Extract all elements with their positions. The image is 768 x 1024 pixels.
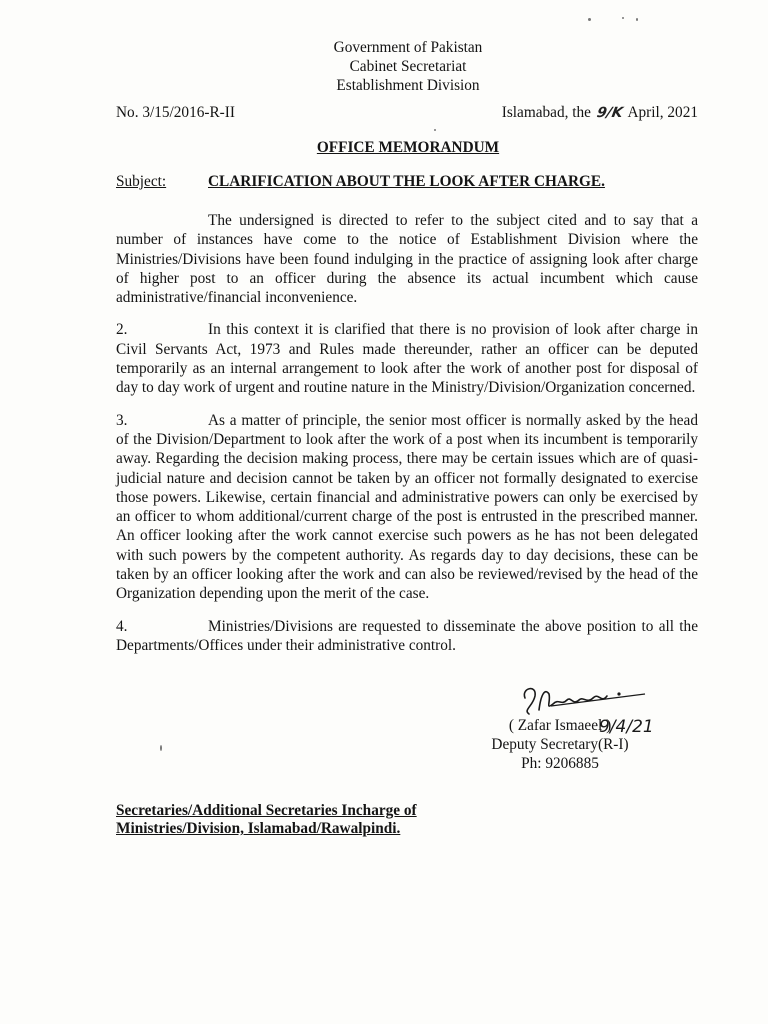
paragraph-1 (116, 211, 698, 307)
letterhead-secretariat: Cabinet Secretariat (349, 58, 467, 75)
paragraph-2-number: 2. (116, 321, 128, 339)
scan-speck (160, 745, 162, 751)
paragraph-1-text: The undersigned is directed to refer to the subject cited and to say that a number of instances have come to the notice of Establishment Division where the Ministries/Divisions have been found indulging in the practice of assigning look after charge of higher post to an officer during the absence its actual incumbent which cause administrative/financial inconvenience. (116, 212, 698, 307)
memo-body (116, 211, 698, 668)
letterhead (0, 38, 768, 95)
paragraph-3-number: 3. (116, 411, 128, 429)
signatory-phone: Ph: 9206885 (521, 755, 599, 772)
paragraph-4-text: Ministries/Divisions are requested to disseminate the above position to all the Departments/Offices under their administrative control. (116, 617, 698, 654)
reference-date (502, 104, 698, 122)
memo-title: OFFICE MEMORANDUM (316, 139, 500, 156)
signatory-designation: Deputy Secretary(R-I) (491, 736, 629, 753)
paragraph-3-text: As a matter of principle, the senior most officer is normally asked by the head of the Division/Department to look after the work of a post when its incumbent is temporarily away. Regarding the decision making process, there may be certain issues which are of quasi-judicial nature and decision cannot be taken by an officer not formally designated to exercise those powers. Likewise, certain financial and administrative powers can only be exercised by an officer to whom additional/current charge of the post is entrusted in the prescribed manner. An officer looking after the work cannot exercise such powers as he has not been delegated with such powers by the competent authority. As regards day to day decisions, these can be taken by an officer looking after the work and can also be reviewed/revised by the head of the Organization depending upon the merit of the case. (116, 411, 698, 603)
signature-block (480, 716, 640, 773)
paragraph-2-text: In this context it is clarified that there is no provision of look after charge in Civil Servants Act, 1973 and Rules made thereunder, rather an officer can be deputed temporarily as an internal arrangement to look after the work of another post for disposal of day to day work of urgent and routine nature in the Ministry/Division/Organization concerned. (116, 321, 698, 397)
addressee-line-2: Ministries/Division, Islamabad/Rawalpindi. (116, 820, 401, 837)
paragraph-3 (116, 411, 698, 604)
addressee-block (116, 802, 417, 838)
date-prefix: Islamabad, the (501, 104, 591, 121)
subject-line (116, 173, 698, 191)
scan-speck (434, 129, 436, 131)
signatory-name: ( Zafar Ismaeel ) (508, 717, 612, 734)
addressee-line-1: Secretaries/Additional Secretaries Incharge of (116, 802, 417, 819)
paragraph-2 (116, 320, 698, 397)
scan-speck (636, 18, 638, 21)
reference-line (116, 104, 698, 124)
reference-number: No. 3/15/2016-R-II (116, 104, 235, 121)
handwritten-day: 9/K (595, 105, 624, 121)
letterhead-government: Government of Pakistan (333, 39, 483, 56)
paragraph-4 (116, 617, 698, 656)
subject-text: CLARIFICATION ABOUT THE LOOK AFTER CHARGE. (208, 173, 605, 190)
letterhead-division: Establishment Division (336, 77, 480, 94)
subject-label: Subject: (116, 173, 167, 190)
signature-date: 9/4/21 (599, 717, 654, 737)
paragraph-4-number: 4. (116, 617, 128, 635)
scan-speck (588, 18, 591, 21)
scan-speck (622, 17, 624, 19)
date-suffix: April, 2021 (627, 104, 698, 121)
